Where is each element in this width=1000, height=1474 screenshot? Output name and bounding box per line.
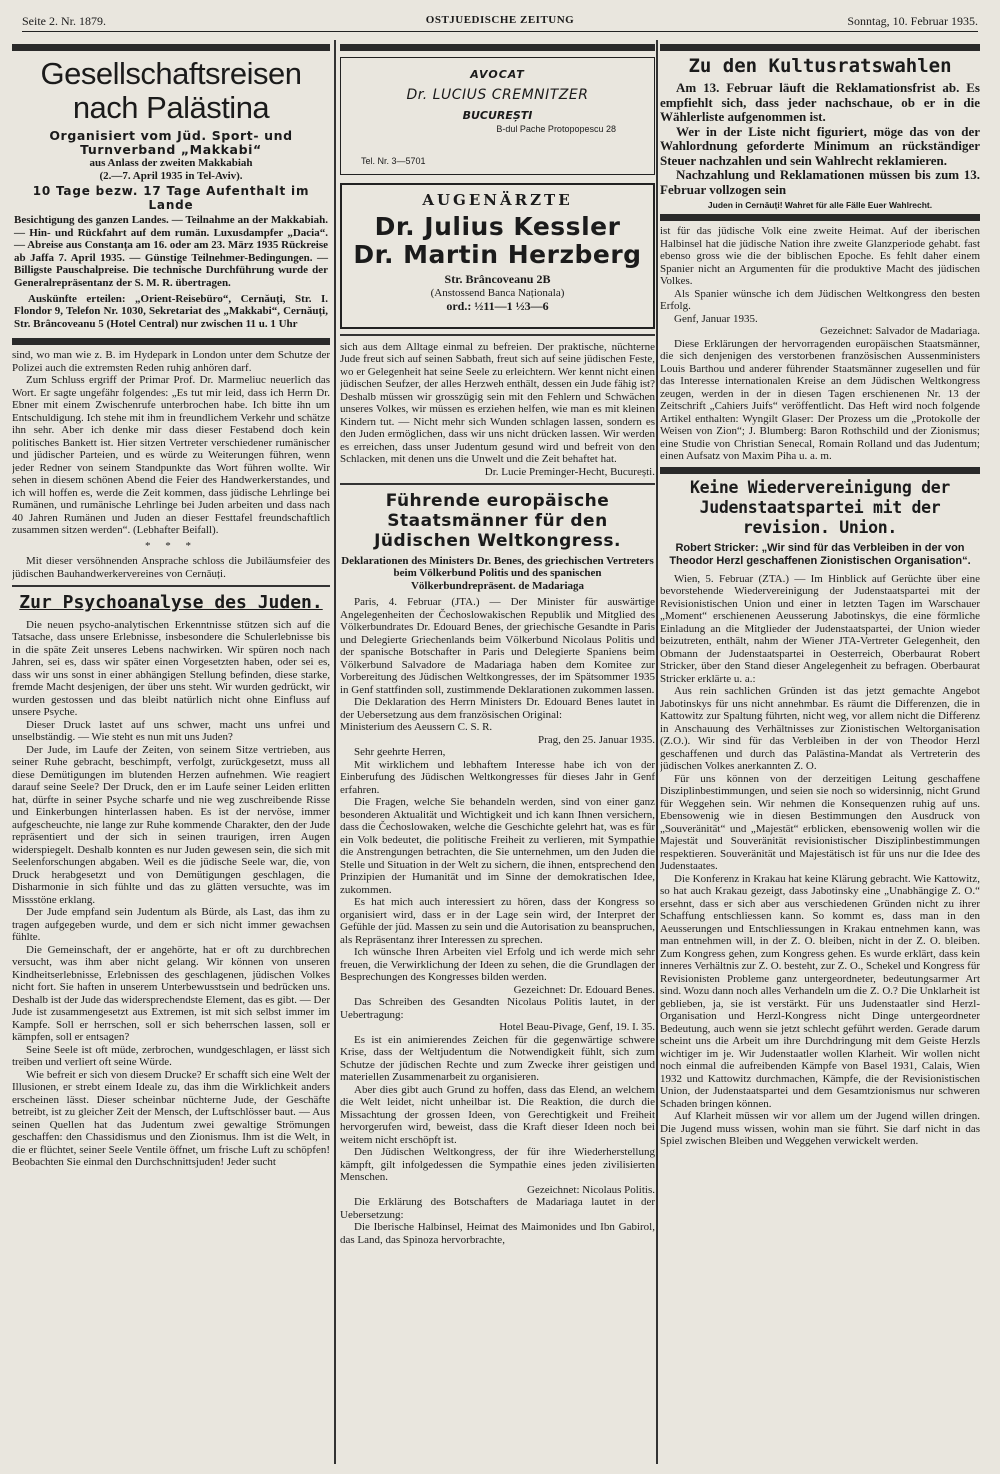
rule xyxy=(12,585,330,587)
paragraph: sich aus dem Alltage einmal zu befreien. Der praktische, nüchterne Jude freut sich auf seinen Sabbath, freut sich auf seine jüdischen Feste, wo er Gelegenheit hat seine Seele zu erleichtern. Wer kennt nicht einen jüdischen Seufzer, der alles Herzweh enthält, dessen ein Jude fähig ist? Deshalb müssen wir grosszügig sein mit den Fehlern und Schwächen unseres Volkes, wir müssen es erziehen helfen, wie man es mit kleinen Kindern tut. — Nicht mehr sich Wunden schlagen lassen, sondern es den Juden ermöglichen, dass wir uns nicht drücken lassen. Wir werden es erreichen, dass unser Judentum gesund wird und befreit von den Schlacken, mit denen uns die Unwelt und die Zeit behaftet hat. xyxy=(340,340,655,465)
paragraph: Am 13. Februar läuft die Reklamationsfrist ab. Es empfiehlt sich, dass jeder nachschaue, ob er in die Wählerliste aufgenommen ist. xyxy=(660,80,980,124)
column-divider xyxy=(656,40,658,1464)
ad-occasion: aus Anlass der zweiten Makkabiah xyxy=(89,157,253,169)
paragraph: Mit dieser versöhnenden Ansprache schloss die Jubiläumsfeier des jüdischen Bauhandwerkervereines von Cernăuți. xyxy=(12,555,330,580)
paragraph: Den Jüdischen Weltkongress, der für ihre Wiederherstellung kämpft, gilt infolgedessen die Sympathie eines jeden zivilisierten Menschen. xyxy=(340,1146,655,1183)
lawyer-advertisement xyxy=(340,57,655,175)
paragraph: Dieser Druck lastet auf uns schwer, macht uns unfrei und unselbständig. — Wie steht es nun mit uns Juden? xyxy=(12,718,330,744)
paragraph: Aber dies gibt auch Grund zu hoffen, dass das Elend, an welchem die Welt leidet, nicht unheilbar ist. Die Reaktion, die durch die Missachtung der grossen Ideen, von Gerechtigkeit und Freiheit hervorgerufen wird, beweist, dass die Kraft dieser Ideen noch bei weitem nicht erschöpft ist. xyxy=(340,1083,655,1146)
eye-ad-street: Str. Brâncoveanu 2B xyxy=(444,272,551,286)
paragraph: Ich wünsche Ihren Arbeiten viel Erfolg und ich werde mich sehr freuen, die Verwirklichung der Ideen zu sehen, die die Grundlagen der Besprechungen des Kongresses bilden werden. xyxy=(340,946,655,983)
paragraph: Es ist ein animierendes Zeichen für die gegenwärtige schwere Krise, dass der Weltjudentum die Notwendigkeit fühlt, sich zum Schutze der jüdischen Rechte und zum Zwecke ihrer geistigen und materiellen Zusammenarbeit zu organisieren. xyxy=(340,1033,655,1083)
ad-details: Besichtigung des ganzen Landes. — Teilnahme an der Makkabiah. — Hin- und Rückfahrt auf dem rumän. Luxusdampfer „Dacia“. — Abreise aus Constanța am 16. oder am 23. März 1935 Rückreise ab Jaffa 7. April 1935. — Günstige Teilnehmer-Bedingungen. — Billigste Pauschalpreise. Die technische Durchführung wurde der Generalrepräsentanz der S. M. R. übertragen. xyxy=(14,214,328,289)
rule-bar xyxy=(340,44,655,51)
rule-bar xyxy=(12,338,330,345)
paragraph: Zum Schluss ergriff der Primar Prof. Dr. Marmeliuc neuerlich das Wort. Er sagte ungefähr folgendes: „Es tut mir leid, dass ich Herrn Dr. Ebner mit einem Zwischenrufe unterbrochen habe. Ich bitte ihn um Entschuldigung. Ich stehe mit ihm in freundlichem Verkehr und schätze ihn sehr. Aber ich denke mir dass dieser Festabend doch kein politisches Bankett ist. Hier sitzen Vertreter verschiedener rumänischer und jüdischer Parteien, und es würde zu Weiterungen führen, wenn jeder Redner von seinem Standpunkte das Wort führen wollte. Wir sehen in diesem schönen Abend die Feier des Handwerkerstandes, und ich will hoffen es, werde die Zeit kommen, dass jüdische Lehrlinge bei Rumänen, und rumänische Lehrlinge bei Juden arbeiten und dass nach 40 Jahren Rumänen und Juden an dieser Festtafel freundschaftlich zusammen sitzen werden“. (Lebhafter Beifall). xyxy=(12,374,330,537)
rule-bar xyxy=(12,44,330,51)
column-3 xyxy=(660,40,980,1466)
paragraph: sind, wo man wie z. B. im Hydepark in London unter dem Schutze der Polizei auch die extremsten Reden ruhig anhören darf. xyxy=(12,349,330,374)
rule-bar xyxy=(660,214,980,221)
congress-subhead: Deklarationen des Ministers Dr. Benes, des griechischen Vertreters beim Völkerbund Politis und des spanischen Völkerbundrepräsent. de Madariaga xyxy=(341,554,654,592)
article-continuation xyxy=(340,341,655,479)
lawyer-address: B-dul Pache Protopopescu 28 xyxy=(496,124,616,134)
reunion-subhead: Robert Stricker: „Wir sind für das Verbleiben in der von Theodor Herzl geschaffenen Zionistischen Organisation“. xyxy=(669,541,971,567)
paragraph: Paris, 4. Februar (JTA.) — Der Minister für auswärtige Angelegenheiten der Čechoslowakischen Republik und Mitglied des Völkerbundrates Dr. Edouard Benes, der griechische Gesandte in Paris und Delegierte Griechenlands beim Völkerbund Nicolaus Politis und der spanische Botschafter in Paris und Delegierte Spaniens beim Völkerbund Salvadore de Madariaga haben dem Komitee zur Vorbereitung des Jüdischen Weltkongresses, der im Spätsommer 1935 in Genf stattfinden soll, zustimmende Deklarationen zukommen lassen. xyxy=(340,596,655,696)
paragraph: Wien, 5. Februar (ZTA.) — Im Hinblick auf Gerüchte über eine bevorstehende Wiedervereinigung der Judenstaatspartei mit der Revisionistischen Union und einer in letzten Tagen im Warschauer „Moment“ erschienenen Aeusserung Jabotinskys, die eine förmliche Einladung an die Mitglieder der Judenstaatspartei, der Union wieder beizutreten, enthält, nahm der Wiener JTA-Vertreter Gelegenheit, den Obmann der Judenstaatspartei in Oesterreich, Oberbaurat Robert Stricker, über den Stand dieser Angelegenheit zu befragen. Oberbaurat Stricker erklärte u. a.: xyxy=(660,572,980,685)
paragraph: Die Iberische Halbinsel, Heimat des Maimonides und Ibn Gabirol, das Land, das Spinoza hervorbrachte, xyxy=(340,1221,655,1246)
signature: Gezeichnet: Salvador de Madariaga. xyxy=(819,325,980,337)
ad-title-line2: nach Palästina xyxy=(72,90,270,125)
doctor-name-1: Dr. Julius Kessler xyxy=(374,212,621,241)
eye-ad-landmark: (Anstossend Banca Naționala) xyxy=(430,287,565,299)
kultus-article-body xyxy=(660,81,980,197)
ad-contact: Auskünfte erteilen: „Orient-Reisebüro“, Cernăuți, Str. I. Flondor 9, Telefon Nr. 1030, Sekretariat des „Makkabi“, Cernăuți, Str. Brâncoveanu 5 (Hotel Central) nur zwischen 11 u. 1 Uhr xyxy=(14,292,328,330)
rule-bar xyxy=(660,467,980,474)
signature: Gezeichnet: Nicolaus Politis. xyxy=(527,1183,655,1196)
reunion-headline: Keine Wiedervereinigung der Judenstaatspartei mit der revision. Union. xyxy=(689,477,951,537)
paragraph: Es hat mich auch interessiert zu hören, dass der Kongress so organisiert wird, dass er in der Lage sein wird, der Interpret der Gefühle der jüd. Massen zu sein und die Autorisation zu beanspruchen, als Repräsentanz ihrer Interessen zu sprechen. xyxy=(340,896,655,946)
paragraph: Seine Seele ist oft müde, zerbrochen, wundgeschlagen, er lässt sich treiben und verliert oft seine Würde. xyxy=(12,1043,330,1069)
kultus-headline: Zu den Kultusratswahlen xyxy=(688,55,952,77)
paragraph: Die Konferenz in Krakau hat keine Klärung gebracht. Wie Kattowitz, so hat auch Krakau gezeigt, dass Jabotinsky eine „Unabhängige Z. O.“ ersehnt, dass er sich aber aus verschiedenen Gründen nicht zu ihrer Schaffung entschliessen kann. So kommt es, dass man in den Aeusserungen und Entschliessungen in Krakau entnehmen kann, was man entnehmen will, in der Z. O. bleiben, nicht in der Z. O. bleiben. Zum Kongress gehen, zum Kongress gehen. Es wurde erklärt, dass kein inneres Verhältnis zur Z. O. besteht, zur Z. O., Schekel und Kongress für Revisionisten Probleme ganz untergeordneter, bedeutungsarmer Art sind. Wozu dann noch alles Verhandeln um die Z. O.? Die Unklarheit ist geblieben, ja, sie ist verstärkt. Für uns Judenstaatler sind Herzl-Organisation und Herzl-Kongress nicht Dinge untergeordneter Bedeutung, auch wenn sie jetzt schlecht geführt werden. Gerade darum scheint uns die Arbeit um ihre Durchdringung mit dem Geiste Herzls wichtiger im je. Wir Judenstaatler wollen Klarheit. Wir wollen nicht noch einmal die aufreibenden Kämpfe von Basel 1931, Calais, Wien 1932 und Kattowitz durchmachen, Kämpfe, die der Revisionistischen Union, der Judenstaatspartei und dem Gesamtzionismus nur schweren Schaden bringen können. xyxy=(660,872,980,1110)
paragraph: Mit wirklichem und lebhaftem Interesse habe ich von der Einberufung des Jüdischen Weltkongresses für dieses Jahr in Genf erfahren. xyxy=(340,758,655,796)
paragraph: Die Erklärung des Botschafters de Madariaga lautet in der Uebersetzung: xyxy=(340,1196,655,1221)
paragraph: Die Gemeinschaft, der er angehörte, hat er oft zu durchbrechen versucht, was ihm aber nicht gelang. Wir können von unseren Kindheitserlebnisse, Erlebnissen des geschlagenen, jüdischen Volkes nicht fort. Sie haften in unserem Unterbewusstsein und bedrücken uns. Deshalb ist der Jude das widersprechendste Element, das es gibt. — Der Jude ist zusammengesetzt aus Extremen, ist mit sich selbst immer im Kampfe. Soll er herrschen, soll er sich beherrschen lassen, soll er kämpfen, soll er entsagen? xyxy=(12,943,330,1044)
newspaper-title: OSTJUEDISCHE ZEITUNG xyxy=(425,14,575,26)
doctor-name-2: Dr. Martin Herzberg xyxy=(353,240,642,269)
column-1 xyxy=(12,40,330,1466)
travel-advertisement xyxy=(12,55,330,334)
paragraph: Die neuen psycho-analytischen Erkenntnisse stützen sich auf die Tatsache, dass unsere Erlebnisse, insbesondere die Schulerlebnisse bis in die späte Zeit unseres Lebens nachwirken. Wir spüren noch nach Jahren, sei es, dass wir später einen Vorgesetzten haben, oder sei es, dass wir uns sonst in einer abhängigen Stellung befinden, diese starke, fremde Macht desjenigen, der über uns steht. Wir wurden gedrückt, wir wurden gestossen und das bleibt natürlich nicht ohne Einfluss auf unsere Psyche. xyxy=(12,618,330,719)
paragraph: Nachzahlung und Reklamationen müssen bis zum 13. Februar vollzogen sein xyxy=(660,167,980,197)
rule xyxy=(340,334,655,336)
section-stars: * * * xyxy=(145,539,197,552)
psycho-article-body xyxy=(12,619,330,1169)
paragraph: Wer in der Liste nicht figuriert, möge das von der Wahlordnung geforderte Minimum an rückständiger Steuer nachzahlen und sein Wahlrecht reklamieren. xyxy=(660,123,980,168)
eye-ad-title: AUGENÄRZTE xyxy=(422,191,573,209)
dateline: Hotel Beau-Pivage, Genf, 19. I. 35. xyxy=(499,1021,655,1033)
madariaga-continuation xyxy=(660,225,980,463)
ad-dates: (2.—7. April 1935 in Tel-Aviv). xyxy=(99,169,243,182)
issue-date: Sonntag, 10. Februar 1935. xyxy=(847,14,978,28)
masthead xyxy=(22,14,978,32)
paragraph: Aus rein sachlichen Gründen ist das jetzt gemachte Angebot Jabotinskys für uns nicht annehmbar. Es räumt die Differenzen, die in Kattowitz zur Spaltung führten, nicht weg, vor allem nicht die Differenz in Anschauung des Verhältnisses zur Zionistischen Weltorganisation (Z.O.). Wir sind für das Verbleiben in der von Theodor Herzl geschaffenen und durch das Palästina-Mandat als Vertreterin des jüdischen Volkes anerkannten Z. O. xyxy=(660,685,980,772)
paragraph: Als Spanier wünsche ich dem Jüdischen Weltkongress den besten Erfolg. xyxy=(660,287,980,312)
paragraph: Der Jude, im Laufe der Zeiten, von seinem Sitze vertrieben, aus seiner Ruhe gebracht, beschimpft, verfolgt, zurückgesetzt, muss all diese Demütigungen im blutenden Herzen aufnehmen. Wie reagiert darauf seine Seele? Der Druck, den er im Laufe seiner Leiden erlitten hat, dürfte in seiner Psyche scharfe und nie weg zuschreibende Risse und Einkerbungen hinterlassen haben. Es ist der nervöse, immer aufgescheuchte, nie lange zur Ruhe kommende Charakter, den der Jude repräsentiert und der sich in seinen traurigen, irren Augen widerspiegelt. Deshalb konnten es nur Juden gewesen sein, die sich mit Seelenforschungen abgaben. Weil es die jüdische Seele war, die, von Druck herabgesetzt und von Demütigungen geschlagen, die Disharmonie in sich fühlte und das zu glätten versuchte, was im Missstöne erklang. xyxy=(12,743,330,906)
rule xyxy=(340,483,655,485)
lawyer-ad-title: AVOCAT xyxy=(470,68,525,81)
paragraph: Für uns können von der derzeitigen Leitung geschaffene Disziplinbestimmungen, und seien sie noch so widersinnig, nicht Grund für Weggehen sein. Wir nehmen die Konsequenzen ruhig auf uns. Ebensowenig wie in diesen Bestimmungen den Ausdruck von „Souveränität“ und „Majestät“ erblicken, ebensowenig wollen wir die Majestät und Souveränität revisionistischer Disziplinbestimmungen respektieren. Souveränität und Majestätisch ist für uns nur die Idee des Judenstaates. xyxy=(660,772,980,872)
paragraph: Die Fragen, welche Sie behandeln werden, sind von einer ganz besonderen Aktualität und Wichtigkeit und ich kann Ihnen versichern, dass die Čechoslowaken, welche die Geschichte gelehrt hat, was es für ein Volk bedeutet, die politische Freiheit zu verlieren, mit Sympathie die Anstrengungen betrachten, die Sie unternehmen, um den Juden die Stelle und Situation in der Welt zu sichern, die ihnen, entsprechend den Prinzipien der Humanität und im Sinne der demokratischen Idee, zukommen. xyxy=(340,796,655,896)
page-number: Seite 2. Nr. 1879. xyxy=(22,14,106,28)
column-2 xyxy=(340,40,655,1466)
reunion-article-body xyxy=(660,573,980,1148)
ad-title-line1: Gesellschaftsreisen xyxy=(40,56,302,91)
kultus-note: Juden in Cernăuți! Wahret für alle Fälle Euer Wahlrecht. xyxy=(707,200,933,210)
paragraph: Das Schreiben des Gesandten Nicolaus Politis lautet, in der Uebertragung: xyxy=(340,996,655,1021)
dateline: Genf, Januar 1935. xyxy=(674,312,758,325)
article-signature: Dr. Lucie Preminger-Hecht, București. xyxy=(484,465,655,478)
dateline: Prag, den 25. Januar 1935. xyxy=(537,733,655,746)
lawyer-phone: Tel. Nr. 3—5701 xyxy=(361,156,426,166)
paragraph: Ministerium des Aeussern C. S. R. xyxy=(340,721,493,733)
ad-duration: 10 Tage bezw. 17 Tage Aufenthalt im Lande xyxy=(32,184,310,212)
lawyer-city: BUCUREȘTI xyxy=(462,109,533,122)
congress-headline: Führende europäische Staatsmänner für den Jüdischen Weltkongress. xyxy=(374,490,621,551)
paragraph: Auf Klarheit müssen wir vor allem um der Jugend willen dringen. Die Jugend muss wissen, wohin man sie führt. Sie darf nicht in das Spiel zwischen Bleiben und Weggehen verwickelt werden. xyxy=(660,1110,980,1147)
signature: Gezeichnet: Dr. Edouard Benes. xyxy=(513,983,655,996)
paragraph: Der Jude empfand sein Judentum als Bürde, als Last, das ihm zu tragen aufgegeben wurde, und dem er sich nicht immer gewachsen fühlte. xyxy=(12,906,330,944)
paragraph: Wie befreit er sich von diesem Drucke? Er schafft sich eine Welt der Illusionen, er strebt einem Ideale zu, das ihm die Wirklichkeit anders erscheinen lässt. Dieser scheinbar nüchterne Jude, der Geschäfte betreibt, ist zu gleicher Zeit der Mensch, der Luftschlösser baut. — Aus seinen Quellen hat das Judentum zwei gewaltige Strömungen geschaffen: den Chassidismus und den Zionismus. Ihm ist die Welt, in die er flüchtet, seiner Seele Ventile öffnet, um frische Luft zu schöpfen! Beobachten Sie einmal den Durchschnittsjuden! Jeder sucht xyxy=(12,1068,330,1169)
article-continuation xyxy=(12,349,330,580)
lawyer-name: Dr. LUCIUS CREMNITZER xyxy=(406,87,589,103)
paragraph: Die Deklaration des Herrn Ministers Dr. Edouard Benes lautet in der Uebersetzung aus dem französischen Original: xyxy=(340,696,655,721)
paragraph: ist für das jüdische Volk eine zweite Heimat. Auf der iberischen Halbinsel hat die jüdische Nation ihre zweite Glanzperiode gehabt. fast ebenso gross wie die der biblischen Epoche. Es fehlt daher einem Spanier nicht an Argumenten für die produktive Macht des jüdischen Volkes. xyxy=(660,225,980,287)
ad-organizer: Organisiert vom Jüd. Sport- und Turnverband „Makkabi“ xyxy=(49,128,293,157)
column-divider xyxy=(334,40,336,1464)
eye-doctor-advertisement xyxy=(340,183,655,329)
psycho-headline: Zur Psychoanalyse des Juden. xyxy=(19,591,323,613)
congress-article-body xyxy=(340,596,655,1246)
rule-bar xyxy=(660,44,980,51)
salutation: Sehr geehrte Herren, xyxy=(354,746,446,758)
eye-ad-hours: ord.: ½11—1 ½3—6 xyxy=(446,299,549,313)
paragraph: Diese Erklärungen der hervorragenden europäischen Staatsmänner, die sich denjenigen des verstorbenen französischen Aussenministers Louis Barthou und anderer führender Staatsmänner zugesellen und für das Interesse internationalen Kreise an dem Jüdischen Weltkongress zeugen, werden in der in diesen Tagen erschienenen Nr. 13 der Zeitschrift „Cahiers Juifs“ veröffentlicht. Das Heft wird noch folgende Artikel enthalten: Wyngilt Glaser: Der Prozess um die „Protokolle der Weisen von Zion“; J. Blumberg: Baron Rothschild und der Zionismus; eine Studie von Christian Senecal, Romain Rolland und das Judentum; einen Aufsatz von Maxim Piha u. a. m. xyxy=(660,337,980,462)
